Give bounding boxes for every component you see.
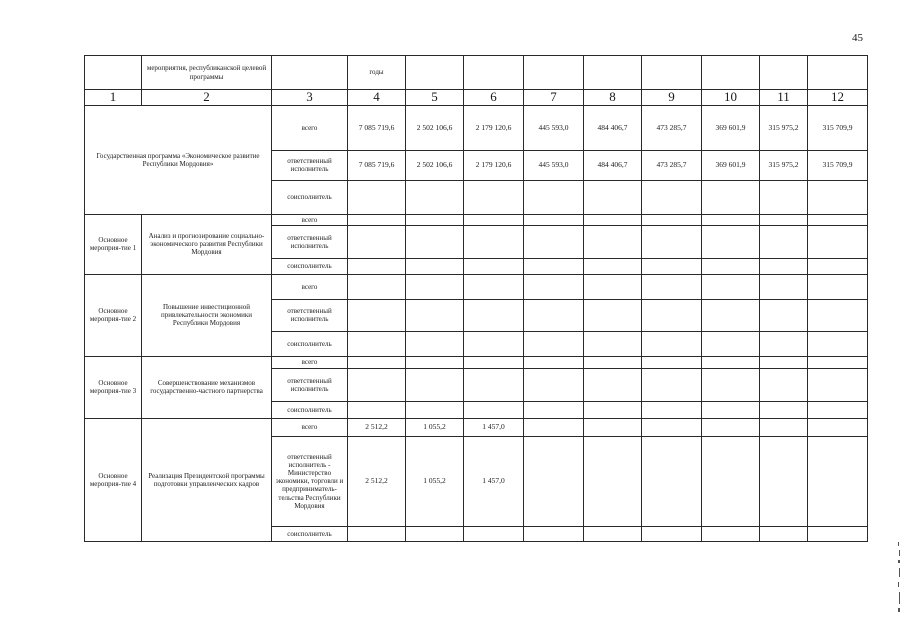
role-cell: всего: [272, 418, 348, 436]
measure-label: Основное мероприя-тие 3: [85, 356, 142, 418]
role-cell: соисполнитель: [272, 401, 348, 418]
value-cell: 315 975,2: [760, 150, 808, 180]
value-cell: 315 975,2: [760, 105, 808, 150]
value-cell: 2 512,2: [348, 418, 406, 436]
column-number: 2: [142, 90, 272, 106]
value-cell: 1 457,0: [464, 436, 524, 526]
column-number-row: [85, 90, 868, 106]
role-cell: соисполнитель: [272, 258, 348, 274]
role-cell: всего: [272, 356, 348, 368]
value-cell: 2 502 106,6: [406, 105, 464, 150]
measure-label: Основное мероприя-тие 4: [85, 418, 142, 541]
measure-2-row-total: [85, 274, 868, 299]
program-title: Государственная программа «Экономическое развитие Республики Мордовия»: [85, 105, 272, 214]
header-cell-3: [272, 56, 348, 90]
measure-label: Основное мероприя-тие 1: [85, 214, 142, 274]
value-cell: 2 502 106,6: [406, 150, 464, 180]
page-number: 45: [852, 32, 863, 44]
budget-table: [84, 55, 868, 542]
value-cell: 369 601,9: [702, 150, 760, 180]
value-cell: 445 593,0: [524, 150, 584, 180]
role-cell: ответственный исполнитель: [272, 225, 348, 258]
measure-name: Анализ и прогнозирование социально-экономического развития Республики Мордовия: [142, 214, 272, 274]
role-cell: ответственный исполнитель: [272, 150, 348, 180]
header-cell-1: [85, 56, 142, 90]
column-number: 6: [464, 90, 524, 106]
measure-name: Совершенствование механизмов государственно-частного партнерства: [142, 356, 272, 418]
role-cell: соисполнитель: [272, 180, 348, 214]
value-cell: 1 457,0: [464, 418, 524, 436]
header-cell-years: годы: [348, 56, 406, 90]
column-number: 8: [584, 90, 642, 106]
value-cell: 315 709,9: [808, 105, 868, 150]
role-cell: всего: [272, 214, 348, 225]
column-number: 10: [702, 90, 760, 106]
header-cell-name: мероприятия, республиканской целевой программы: [142, 56, 272, 90]
value-cell: 2 179 120,6: [464, 150, 524, 180]
value-cell: 1 055,2: [406, 436, 464, 526]
measure-3-row-total: [85, 356, 868, 368]
column-number: 11: [760, 90, 808, 106]
role-cell: соисполнитель: [272, 526, 348, 541]
program-row-total: [85, 105, 868, 150]
value-cell: 484 406,7: [584, 105, 642, 150]
measure-name: Повышение инвестиционной привлекательности экономики Республики Мордовия: [142, 274, 272, 356]
column-number: 1: [85, 90, 142, 106]
role-cell: ответственный исполнитель: [272, 368, 348, 401]
role-cell: ответственный исполнитель: [272, 299, 348, 331]
value-cell: 7 085 719,6: [348, 105, 406, 150]
column-number: 3: [272, 90, 348, 106]
column-number: 12: [808, 90, 868, 106]
role-cell: ответственный исполнитель - Министерство экономики, торговли и предприниматель-тельства Республики Мордовия: [272, 436, 348, 526]
value-cell: 2 179 120,6: [464, 105, 524, 150]
scan-edge-mark: [896, 540, 902, 620]
measure-name: Реализация Президентской программы подготовки управленческих кадров: [142, 418, 272, 541]
role-cell: всего: [272, 274, 348, 299]
role-cell: всего: [272, 105, 348, 150]
value-cell: 315 709,9: [808, 150, 868, 180]
column-number: 7: [524, 90, 584, 106]
measure-4-row-total: [85, 418, 868, 436]
value-cell: 7 085 719,6: [348, 150, 406, 180]
measure-label: Основное мероприя-тие 2: [85, 274, 142, 356]
value-cell: 445 593,0: [524, 105, 584, 150]
value-cell: 484 406,7: [584, 150, 642, 180]
value-cell: 1 055,2: [406, 418, 464, 436]
value-cell: 369 601,9: [702, 105, 760, 150]
value-cell: 473 285,7: [642, 150, 702, 180]
column-number: 9: [642, 90, 702, 106]
column-number: 4: [348, 90, 406, 106]
value-cell: 2 512,2: [348, 436, 406, 526]
value-cell: 473 285,7: [642, 105, 702, 150]
column-number: 5: [406, 90, 464, 106]
role-cell: соисполнитель: [272, 331, 348, 356]
measure-1-row-total: [85, 214, 868, 225]
